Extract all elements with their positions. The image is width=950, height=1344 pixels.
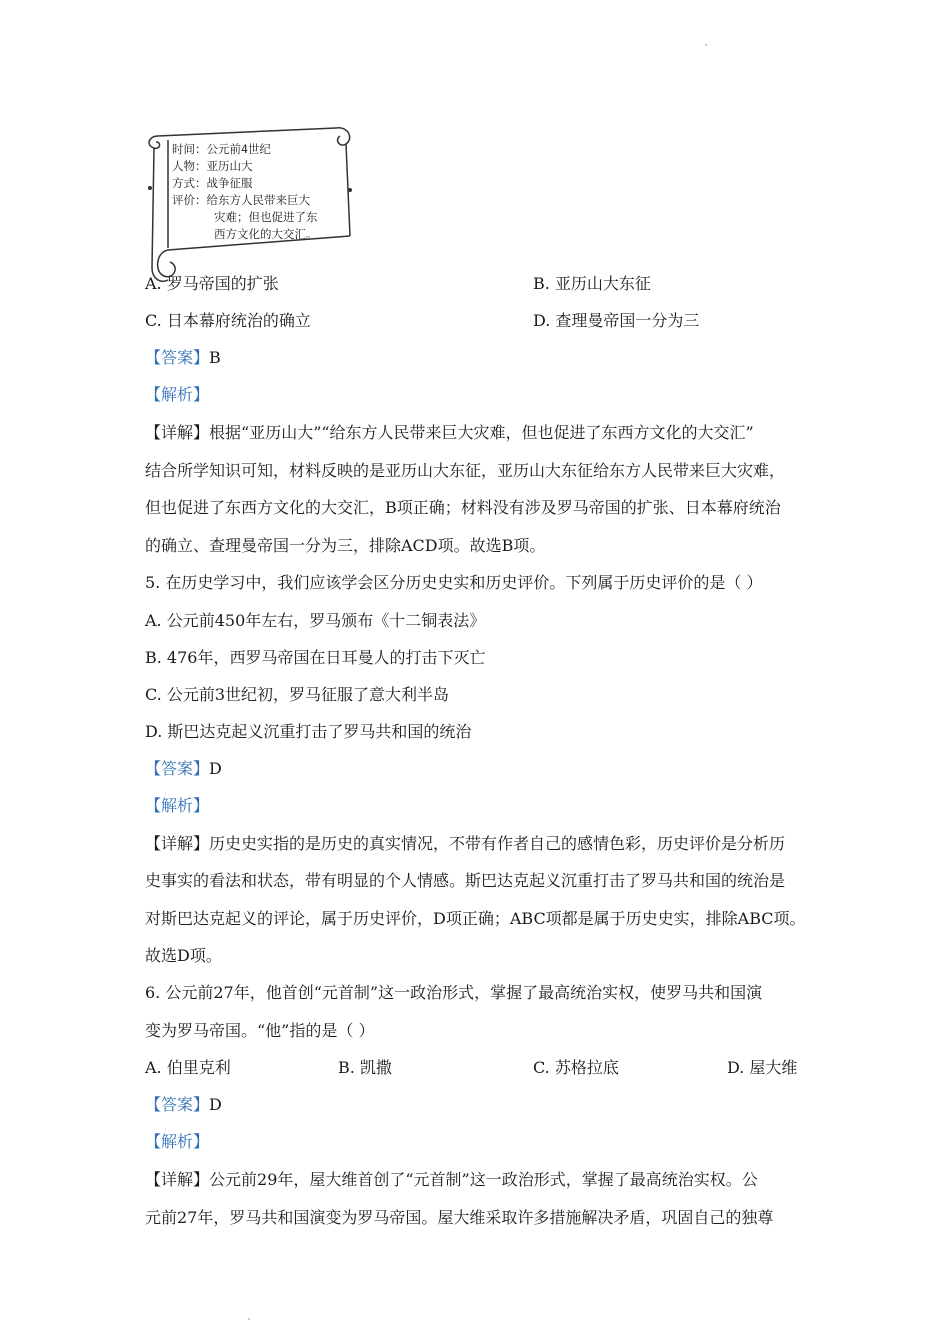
answer-tag: 【答案】: [145, 1095, 210, 1114]
q5-option-b: B. 476年，西罗马帝国在日耳曼人的打击下灭亡: [145, 648, 486, 667]
q4-detail-line-4: 的确立、查理曼帝国一分为三，排除ACD项。故选B项。: [145, 536, 546, 555]
answer-value: D: [209, 1095, 222, 1114]
answer-tag: 【答案】: [145, 759, 210, 778]
q4-answer: [145, 348, 221, 368]
scroll-line-4: 评价：给东方人民带来巨大: [172, 193, 310, 207]
q6-option-d: D. 屋大维: [727, 1058, 798, 1077]
scroll-line-2: 人物：亚历山大: [172, 159, 253, 173]
detail-tag: 【详解】: [145, 834, 210, 853]
q4-analysis-tag: 【解析】: [145, 385, 210, 404]
q5-answer: [145, 759, 222, 779]
answer-value: B: [209, 348, 221, 367]
q6-detail-line-1: [145, 1170, 758, 1190]
q6-detail-line-2: 元前27年，罗马共和国演变为罗马帝国。屋大维采取许多措施解决矛盾，巩固自己的独尊: [145, 1208, 774, 1227]
q6-option-b: B. 凯撒: [338, 1058, 392, 1077]
scroll-line-3: 方式：战争征服: [172, 176, 253, 190]
detail-text: 历史史实指的是历史的真实情况，不带有作者自己的感情色彩，历史评价是分析历: [209, 834, 786, 853]
q5-option-c: C. 公元前3世纪初，罗马征服了意大利半岛: [145, 685, 450, 704]
q5-analysis-tag: 【解析】: [145, 796, 210, 815]
q4-option-a: A. 罗马帝国的扩张: [145, 274, 279, 293]
scroll-line-5: 灾难；但也促进了东: [214, 210, 318, 224]
scroll-line-6: 西方文化的大交汇。: [214, 227, 318, 241]
scroll-illustration: [140, 118, 360, 293]
detail-text: 根据“亚历山大”“给东方人民带来巨大灾难，但也促进了东西方文化的大交汇”: [209, 423, 754, 442]
answer-tag: 【答案】: [145, 348, 210, 367]
q4-option-b: B. 亚历山大东征: [533, 274, 651, 293]
q4-option-c: C. 日本幕府统治的确立: [145, 311, 311, 330]
q6-answer: [145, 1095, 222, 1115]
q5-option-d: D. 斯巴达克起义沉重打击了罗马共和国的统治: [145, 722, 472, 741]
scroll-line-1: 时间：公元前4世纪: [172, 142, 271, 156]
q6-stem-line-2: 变为罗马帝国。“他”指的是（ ）: [145, 1021, 375, 1040]
speck-bottom: [248, 1318, 250, 1320]
detail-tag: 【详解】: [145, 423, 210, 442]
detail-tag: 【详解】: [145, 1170, 210, 1189]
q5-detail-line-3: 对斯巴达克起义的评论，属于历史评价，D项正确；ABC项都是属于历史史实，排除ABC项。: [145, 909, 806, 928]
q5-stem: 5. 在历史学习中，我们应该学会区分历史史实和历史评价。下列属于历史评价的是（ ）: [145, 573, 763, 592]
detail-text: 公元前29年，屋大维首创了“元首制”这一政治形式，掌握了最高统治实权。公: [209, 1170, 758, 1189]
q6-stem-line-1: 6. 公元前27年，他首创“元首制”这一政治形式，掌握了最高统治实权，使罗马共和国演: [145, 983, 763, 1002]
q5-option-a: A. 公元前450年左右，罗马颁布《十二铜表法》: [145, 611, 486, 630]
q4-option-d: D. 查理曼帝国一分为三: [533, 311, 700, 330]
speck-top-right: [705, 44, 707, 46]
q5-detail-line-1: [145, 834, 785, 854]
q4-detail-line-3: 但也促进了东西方文化的大交汇，B项正确；材料没有涉及罗马帝国的扩张、日本幕府统治: [145, 498, 781, 517]
q6-option-a: A. 伯里克利: [145, 1058, 231, 1077]
answer-value: D: [209, 759, 222, 778]
q6-option-c: C. 苏格拉底: [533, 1058, 619, 1077]
q4-detail-line-2: 结合所学知识可知，材料反映的是亚历山大东征，亚历山大东征给东方人民带来巨大灾难，: [145, 461, 786, 480]
q6-analysis-tag: 【解析】: [145, 1132, 210, 1151]
q5-detail-line-2: 史事实的看法和状态，带有明显的个人情感。斯巴达克起义沉重打击了罗马共和国的统治是: [145, 871, 786, 890]
q5-detail-line-4: 故选D项。: [145, 946, 222, 965]
q4-detail-line-1: [145, 423, 754, 443]
